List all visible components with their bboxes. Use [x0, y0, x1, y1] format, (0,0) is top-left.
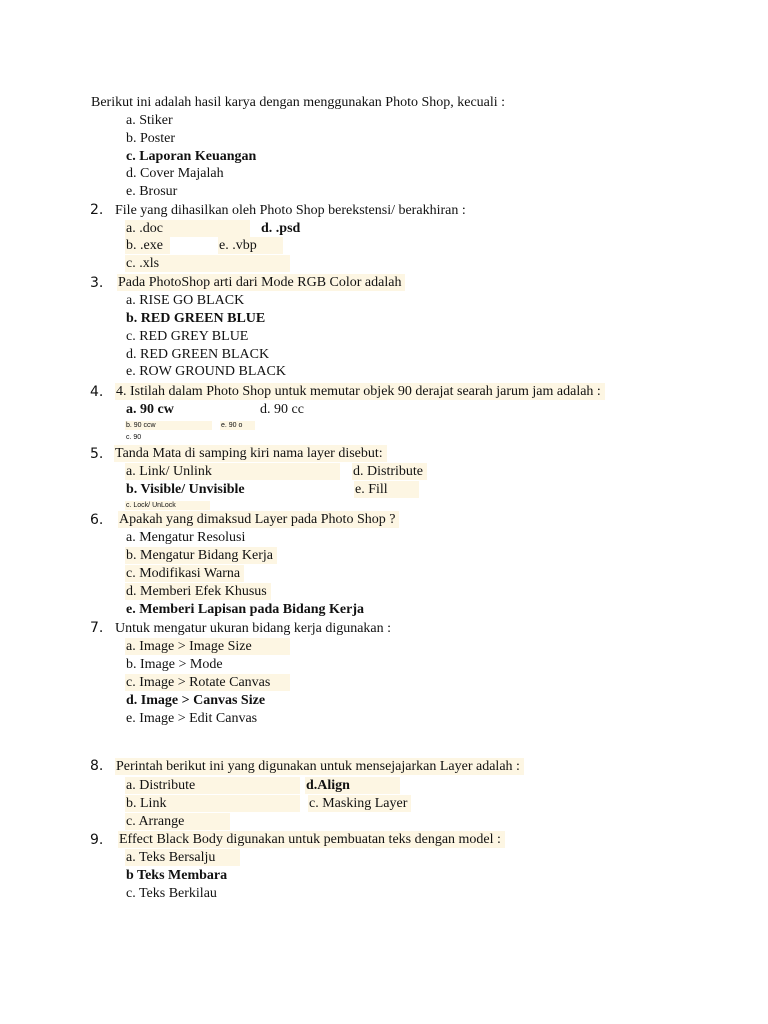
- q3-question: Pada PhotoShop arti dari Mode RGB Color adalah: [117, 274, 405, 291]
- q7-option-d: d. Image > Canvas Size: [126, 693, 266, 708]
- q4-question: 4. Istilah dalam Photo Shop untuk memutar objek 90 derajat searah jarum jam adalah :: [115, 383, 605, 400]
- q2-number: 2.: [90, 202, 104, 218]
- q3-option-c: c. RED GREY BLUE: [126, 329, 249, 344]
- q9-option-b: b Teks Membara: [126, 868, 228, 883]
- q8-question: Perintah berikut ini yang digunakan untuk mensejajarkan Layer adalah :: [115, 758, 524, 775]
- q8-option-d: d.Align: [305, 777, 400, 794]
- q1-option-e: e. Brosur: [126, 184, 178, 199]
- q2-option-e: e. .vbp: [218, 237, 283, 254]
- q1-option-b: b. Poster: [126, 131, 175, 146]
- q4-option-d: d. 90 cc: [260, 402, 304, 417]
- q6-option-b: b. Mengatur Bidang Kerja: [125, 547, 277, 564]
- q2-option-a: a. .doc: [125, 220, 250, 237]
- q3-option-a: a. RISE GO BLACK: [126, 293, 245, 308]
- q7-option-c: c. Image > Rotate Canvas: [125, 674, 290, 691]
- q4-option-c: c. 90: [126, 434, 142, 441]
- q6-question: Apakah yang dimaksud Layer pada Photo Shop ?: [118, 511, 399, 528]
- q5-number: 5.: [90, 446, 104, 462]
- q1-option-d: d. Cover Majalah: [126, 166, 224, 181]
- q2-option-c: c. .xls: [125, 255, 290, 272]
- q7-question: Untuk mengatur ukuran bidang kerja digunakan :: [115, 621, 392, 636]
- q5-option-c: c. Lock/ UnLock: [125, 501, 210, 510]
- q5-option-a: a. Link/ Unlink: [125, 463, 340, 480]
- q3-option-e: e. ROW GROUND BLACK: [126, 364, 286, 379]
- q3-option-b: b. RED GREEN BLUE: [126, 311, 266, 326]
- q6-option-d: d. Memberi Efek Khusus: [125, 583, 271, 600]
- q8-option-a: a. Distribute: [125, 777, 300, 794]
- q8-number: 8.: [90, 758, 104, 774]
- q7-option-b: b. Image > Mode: [126, 657, 223, 672]
- q2-question: File yang dihasilkan oleh Photo Shop berekstensi/ berakhiran :: [115, 203, 466, 218]
- q9-question: Effect Black Body digunakan untuk pembuatan teks dengan model :: [118, 831, 505, 848]
- q9-number: 9.: [90, 832, 104, 848]
- q4-option-b: b. 90 ccw: [125, 421, 212, 430]
- q3-option-d: d. RED GREEN BLACK: [126, 347, 270, 362]
- q7-option-a: a. Image > Image Size: [125, 638, 290, 655]
- q6-option-a: a. Mengatur Resolusi: [126, 530, 246, 545]
- q8-option-c-masking: c. Masking Layer: [308, 795, 411, 812]
- q6-option-e: e. Memberi Lapisan pada Bidang Kerja: [126, 602, 365, 617]
- q7-option-e: e. Image > Edit Canvas: [126, 711, 258, 726]
- q9-option-c: c. Teks Berkilau: [126, 886, 217, 901]
- q4-number: 4.: [90, 384, 104, 400]
- q4-option-a: a. 90 cw: [126, 402, 174, 417]
- q1-option-c: c. Laporan Keuangan: [126, 149, 257, 164]
- q3-number: 3.: [90, 275, 104, 291]
- q1-question: Berikut ini adalah hasil karya dengan menggunakan Photo Shop, kecuali :: [91, 95, 506, 110]
- q8-option-b: b. Link: [125, 795, 300, 812]
- q5-option-d: d. Distribute: [352, 463, 427, 480]
- q2-option-d: d. .psd: [261, 221, 301, 236]
- q7-number: 7.: [90, 620, 104, 636]
- q4-option-e: e. 90 o: [220, 421, 255, 430]
- q6-number: 6.: [90, 512, 104, 528]
- q2-option-b: b. .exe: [125, 237, 170, 254]
- q6-option-c: c. Modifikasi Warna: [125, 565, 244, 582]
- q9-option-a: a. Teks Bersalju: [125, 849, 240, 866]
- q1-option-a: a. Stiker: [126, 113, 173, 128]
- q5-option-b: b. Visible/ Unvisible: [126, 482, 245, 497]
- q5-question: Tanda Mata di samping kiri nama layer disebut:: [114, 445, 387, 462]
- q5-option-e: e. Fill: [354, 481, 419, 498]
- q8-option-c: c. Arrange: [125, 813, 230, 830]
